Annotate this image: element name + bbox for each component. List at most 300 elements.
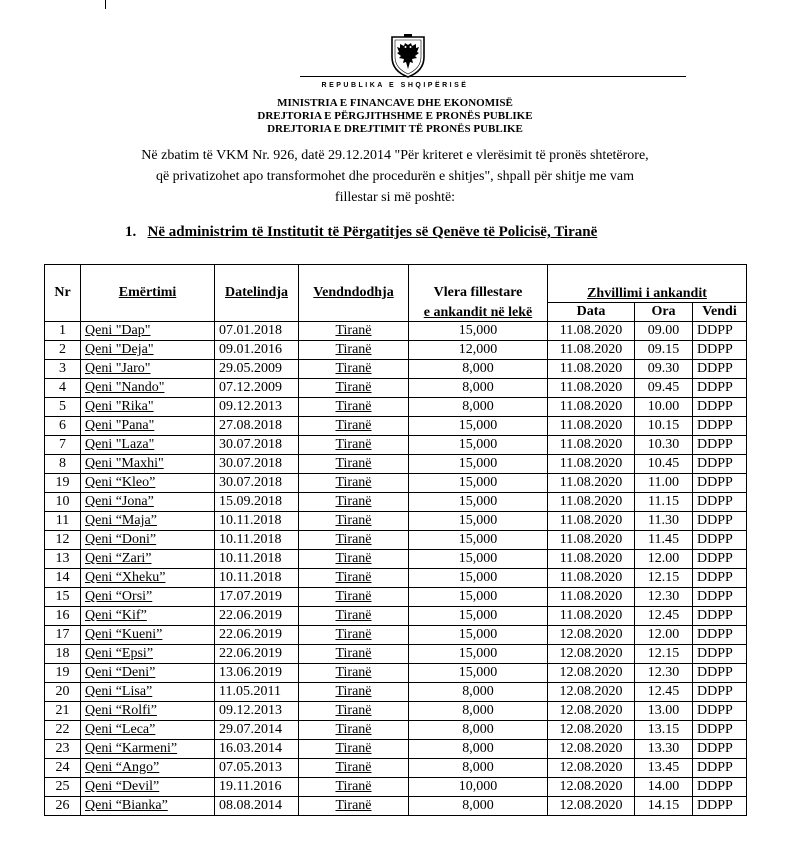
row-value: [409, 360, 548, 379]
table-row: [45, 702, 747, 721]
row-birthdate-text: 09.12.2013: [219, 399, 282, 414]
row-nr: [45, 417, 81, 436]
row-birthdate: [215, 512, 299, 531]
row-time: [635, 759, 693, 778]
row-venue: [693, 531, 747, 550]
row-time: [635, 493, 693, 512]
row-name: [81, 417, 215, 436]
row-name: [81, 512, 215, 531]
row-name-text: Qeni “Devil”: [85, 779, 160, 794]
row-location: [299, 645, 409, 664]
row-time: [635, 721, 693, 740]
row-value-text: 15,000: [458, 551, 498, 566]
row-time: [635, 531, 693, 550]
row-birthdate-text: 10.11.2018: [219, 551, 282, 566]
row-birthdate: [215, 645, 299, 664]
row-location: [299, 626, 409, 645]
row-birthdate-text: 10.11.2018: [219, 513, 282, 528]
row-date: [548, 379, 635, 398]
row-date: [548, 797, 635, 816]
row-venue: [693, 645, 747, 664]
row-location: [299, 341, 409, 360]
row-venue: [693, 455, 747, 474]
row-name-text: Qeni "Nando": [85, 380, 165, 395]
row-birthdate-text: 27.08.2018: [219, 418, 282, 433]
row-birthdate: [215, 721, 299, 740]
row-date: [548, 626, 635, 645]
row-date-text: 11.08.2020: [559, 399, 623, 414]
row-birthdate: [215, 702, 299, 721]
row-birthdate-text: 16.03.2014: [219, 741, 282, 756]
row-birthdate-text: 22.06.2019: [219, 627, 282, 642]
row-value: [409, 702, 548, 721]
row-venue: [693, 797, 747, 816]
row-time-text: 12.30: [647, 589, 680, 604]
row-birthdate-text: 29.07.2014: [219, 722, 282, 737]
row-nr-text: 6: [59, 418, 66, 433]
row-birthdate-text: 30.07.2018: [219, 456, 282, 471]
table-row: [45, 683, 747, 702]
table-row: [45, 759, 747, 778]
row-location: [299, 550, 409, 569]
row-name-text: Qeni "Dap": [85, 323, 151, 338]
table-row: [45, 531, 747, 550]
row-nr-text: 2: [59, 342, 66, 357]
row-value-text: 8,000: [462, 741, 494, 756]
row-birthdate-text: 19.11.2016: [219, 779, 282, 794]
row-venue: [693, 683, 747, 702]
row-nr: [45, 360, 81, 379]
row-date-text: 11.08.2020: [559, 418, 623, 433]
row-value: [409, 759, 548, 778]
row-birthdate-text: 11.05.2011: [219, 684, 281, 699]
auction-table: [44, 264, 747, 816]
row-venue-text: DDPP: [697, 361, 733, 376]
header-date: Data: [548, 303, 635, 322]
table-row: [45, 493, 747, 512]
row-time: [635, 455, 693, 474]
row-value-text: 8,000: [462, 361, 494, 376]
row-venue-text: DDPP: [697, 646, 733, 661]
row-name: [81, 626, 215, 645]
row-location-text: Tiranë: [335, 475, 372, 490]
row-date: [548, 759, 635, 778]
row-name: [81, 493, 215, 512]
row-name-text: Qeni “Bianka”: [85, 798, 168, 813]
row-location: [299, 683, 409, 702]
row-nr: [45, 379, 81, 398]
row-location: [299, 531, 409, 550]
row-birthdate: [215, 474, 299, 493]
row-nr-text: 1: [59, 323, 66, 338]
row-name: [81, 398, 215, 417]
row-venue-text: DDPP: [697, 323, 733, 338]
row-name: [81, 569, 215, 588]
row-value-text: 15,000: [458, 494, 498, 509]
row-location-text: Tiranë: [335, 608, 372, 623]
header-auction: Zhvillimi i ankandit: [548, 265, 747, 303]
row-value-text: 15,000: [458, 513, 498, 528]
row-name: [81, 797, 215, 816]
row-time-text: 09.45: [647, 380, 680, 395]
row-value: [409, 474, 548, 493]
row-location: [299, 797, 409, 816]
row-venue-text: DDPP: [697, 779, 733, 794]
row-nr-text: 5: [59, 399, 66, 414]
row-value-text: 15,000: [458, 532, 498, 547]
row-time-text: 12.00: [647, 627, 680, 642]
header-nr: Nr: [45, 265, 81, 322]
row-value-text: 8,000: [462, 722, 494, 737]
row-birthdate: [215, 341, 299, 360]
row-nr: [45, 569, 81, 588]
row-name: [81, 607, 215, 626]
header-location: Vendndodhja: [299, 265, 409, 322]
row-name-text: Qeni "Maxhi": [85, 456, 164, 471]
albania-emblem-icon: [389, 33, 427, 79]
row-nr: [45, 588, 81, 607]
row-venue: [693, 740, 747, 759]
section-heading: [125, 224, 597, 241]
row-venue-text: DDPP: [697, 589, 733, 604]
row-name-text: Qeni “Deni”: [85, 665, 156, 680]
row-name-text: Qeni “Xheku”: [85, 570, 166, 585]
row-date-text: 12.08.2020: [559, 646, 623, 661]
row-venue: [693, 379, 747, 398]
row-date: [548, 683, 635, 702]
row-date: [548, 322, 635, 341]
row-name-text: Qeni “Leca”: [85, 722, 156, 737]
row-time: [635, 398, 693, 417]
row-name-text: Qeni "Laza": [85, 437, 155, 452]
row-date: [548, 550, 635, 569]
row-name: [81, 588, 215, 607]
row-date: [548, 740, 635, 759]
row-location: [299, 512, 409, 531]
row-location-text: Tiranë: [335, 418, 372, 433]
row-value-text: 8,000: [462, 684, 494, 699]
row-location: [299, 360, 409, 379]
row-time: [635, 778, 693, 797]
table-row: [45, 626, 747, 645]
row-time: [635, 512, 693, 531]
row-date-text: 12.08.2020: [559, 627, 623, 642]
row-location-text: Tiranë: [335, 399, 372, 414]
row-nr: [45, 474, 81, 493]
row-venue-text: DDPP: [697, 494, 733, 509]
table-row: [45, 512, 747, 531]
republic-title: REPUBLIKA E SHQIPËRISË: [321, 82, 469, 89]
header-value-line-1: Vlera fillestare: [433, 285, 523, 300]
row-date-text: 11.08.2020: [559, 323, 623, 338]
row-value: [409, 531, 548, 550]
row-nr-text: 17: [55, 627, 70, 642]
row-value-text: 8,000: [462, 798, 494, 813]
header-value: [409, 265, 548, 322]
row-location: [299, 759, 409, 778]
row-nr-text: 3: [59, 361, 66, 376]
row-date: [548, 588, 635, 607]
row-nr-text: 4: [59, 380, 66, 395]
row-date-text: 11.08.2020: [559, 342, 623, 357]
header-time: Ora: [635, 303, 693, 322]
row-date: [548, 493, 635, 512]
row-value-text: 15,000: [458, 418, 498, 433]
section-title: Në administrim të Institutit të Përgatitjes së Qenëve të Policisë, Tiranë: [147, 224, 598, 240]
row-birthdate-text: 09.12.2013: [219, 703, 282, 718]
row-birthdate: [215, 778, 299, 797]
row-name: [81, 702, 215, 721]
row-time-text: 10.45: [647, 456, 680, 471]
row-name-text: Qeni “Epsi”: [85, 646, 154, 661]
row-birthdate: [215, 797, 299, 816]
row-birthdate-text: 22.06.2019: [219, 608, 282, 623]
row-location-text: Tiranë: [335, 779, 372, 794]
row-location-text: Tiranë: [335, 760, 372, 775]
row-venue-text: DDPP: [697, 741, 733, 756]
row-location: [299, 455, 409, 474]
row-value: [409, 626, 548, 645]
row-birthdate-text: 10.11.2018: [219, 570, 282, 585]
row-name-text: Qeni “Rolfi”: [85, 703, 157, 718]
text-cursor: [105, 0, 106, 9]
row-birthdate-text: 17.07.2019: [219, 589, 282, 604]
row-value-text: 15,000: [458, 570, 498, 585]
table-row: [45, 550, 747, 569]
row-name-text: Qeni “Kleo”: [85, 475, 156, 490]
row-date: [548, 721, 635, 740]
row-name: [81, 664, 215, 683]
directorate-name: DREJTORIA E DREJTIMIT TË PRONËS PUBLIKE: [267, 123, 523, 135]
row-value-text: 10,000: [458, 779, 498, 794]
row-name-text: Qeni “Karmeni”: [85, 741, 178, 756]
row-birthdate: [215, 626, 299, 645]
row-time: [635, 683, 693, 702]
row-nr-text: 19: [55, 475, 70, 490]
row-value: [409, 607, 548, 626]
table-row: [45, 436, 747, 455]
row-venue-text: DDPP: [697, 532, 733, 547]
row-nr-text: 26: [55, 798, 70, 813]
row-nr: [45, 455, 81, 474]
row-value: [409, 379, 548, 398]
row-time: [635, 436, 693, 455]
header-name: Emërtimi: [81, 265, 215, 322]
row-time-text: 10.00: [647, 399, 680, 414]
row-value-text: 15,000: [458, 437, 498, 452]
row-birthdate: [215, 550, 299, 569]
row-venue-text: DDPP: [697, 627, 733, 642]
row-location: [299, 436, 409, 455]
row-date: [548, 341, 635, 360]
table-row: [45, 797, 747, 816]
row-value: [409, 417, 548, 436]
row-venue: [693, 512, 747, 531]
row-time: [635, 550, 693, 569]
row-time-text: 09.00: [647, 323, 680, 338]
row-date-text: 11.08.2020: [559, 361, 623, 376]
row-date-text: 12.08.2020: [559, 798, 623, 813]
row-name: [81, 550, 215, 569]
row-birthdate-text: 08.08.2014: [219, 798, 282, 813]
row-nr: [45, 398, 81, 417]
row-location: [299, 474, 409, 493]
row-location-text: Tiranë: [335, 570, 372, 585]
row-nr: [45, 607, 81, 626]
row-location: [299, 569, 409, 588]
row-time: [635, 607, 693, 626]
row-birthdate: [215, 683, 299, 702]
row-venue: [693, 417, 747, 436]
row-name-text: Qeni “Jona”: [85, 494, 154, 509]
row-name: [81, 531, 215, 550]
intro-paragraph: [60, 145, 730, 208]
row-date-text: 12.08.2020: [559, 684, 623, 699]
row-venue-text: DDPP: [697, 722, 733, 737]
row-location-text: Tiranë: [335, 342, 372, 357]
row-time-text: 10.30: [647, 437, 680, 452]
row-birthdate: [215, 398, 299, 417]
row-time-text: 12.15: [647, 570, 680, 585]
row-location: [299, 398, 409, 417]
row-venue-text: DDPP: [697, 456, 733, 471]
row-name: [81, 455, 215, 474]
table-body: [45, 322, 747, 816]
row-nr-text: 7: [59, 437, 66, 452]
row-location: [299, 588, 409, 607]
row-name-text: Qeni “Zari”: [85, 551, 152, 566]
row-time-text: 11.15: [648, 494, 679, 509]
row-birthdate: [215, 759, 299, 778]
row-date-text: 11.08.2020: [559, 475, 623, 490]
row-nr-text: 19: [55, 665, 70, 680]
row-nr: [45, 531, 81, 550]
row-value: [409, 664, 548, 683]
row-date-text: 11.08.2020: [559, 551, 623, 566]
row-name: [81, 740, 215, 759]
row-time: [635, 474, 693, 493]
row-location-text: Tiranë: [335, 361, 372, 376]
row-location: [299, 721, 409, 740]
row-value-text: 15,000: [458, 589, 498, 604]
row-value: [409, 778, 548, 797]
table-row: [45, 664, 747, 683]
row-name-text: Qeni “Orsi”: [85, 589, 153, 604]
row-birthdate: [215, 455, 299, 474]
row-time-text: 09.15: [647, 342, 680, 357]
row-location-text: Tiranë: [335, 494, 372, 509]
row-location-text: Tiranë: [335, 380, 372, 395]
table-row: [45, 645, 747, 664]
row-location-text: Tiranë: [335, 722, 372, 737]
row-value-text: 15,000: [458, 608, 498, 623]
row-nr-text: 11: [55, 513, 70, 528]
row-nr: [45, 683, 81, 702]
row-date: [548, 531, 635, 550]
table-row: [45, 607, 747, 626]
row-nr-text: 24: [55, 760, 70, 775]
row-nr-text: 20: [55, 684, 70, 699]
row-name: [81, 759, 215, 778]
row-birthdate: [215, 417, 299, 436]
row-time: [635, 360, 693, 379]
row-birthdate-text: 07.12.2009: [219, 380, 282, 395]
table-row: [45, 322, 747, 341]
row-venue: [693, 322, 747, 341]
row-value: [409, 398, 548, 417]
row-time: [635, 740, 693, 759]
row-value-text: 15,000: [458, 646, 498, 661]
table-row: [45, 740, 747, 759]
row-date: [548, 778, 635, 797]
row-nr: [45, 645, 81, 664]
row-date-text: 11.08.2020: [559, 456, 623, 471]
row-time: [635, 417, 693, 436]
row-birthdate: [215, 379, 299, 398]
row-nr: [45, 702, 81, 721]
row-venue-text: DDPP: [697, 475, 733, 490]
row-name-text: Qeni “Maja”: [85, 513, 157, 528]
section-number: 1.: [125, 224, 137, 240]
row-value-text: 8,000: [462, 703, 494, 718]
table-row: [45, 360, 747, 379]
row-name: [81, 379, 215, 398]
row-date-text: 12.08.2020: [559, 665, 623, 680]
row-time: [635, 797, 693, 816]
directorate-general: DREJTORIA E PËRGJITHSHME E PRONËS PUBLIKE: [257, 110, 533, 122]
row-birthdate-text: 15.09.2018: [219, 494, 282, 509]
row-venue-text: DDPP: [697, 760, 733, 775]
row-venue: [693, 588, 747, 607]
row-birthdate-text: 13.06.2019: [219, 665, 282, 680]
row-birthdate-text: 22.06.2019: [219, 646, 282, 661]
table-row: [45, 778, 747, 797]
intro-line-3: fillestar si më poshtë:: [334, 190, 456, 205]
row-venue: [693, 436, 747, 455]
row-value-text: 15,000: [458, 323, 498, 338]
row-venue-text: DDPP: [697, 665, 733, 680]
row-value: [409, 740, 548, 759]
row-venue-text: DDPP: [697, 703, 733, 718]
row-date: [548, 512, 635, 531]
row-name: [81, 645, 215, 664]
row-nr: [45, 759, 81, 778]
row-nr: [45, 512, 81, 531]
row-venue: [693, 778, 747, 797]
row-nr-text: 13: [55, 551, 70, 566]
row-birthdate: [215, 607, 299, 626]
row-name-text: Qeni “Lisa”: [85, 684, 153, 699]
row-venue-text: DDPP: [697, 380, 733, 395]
row-time: [635, 569, 693, 588]
row-time-text: 12.15: [647, 646, 680, 661]
row-location: [299, 702, 409, 721]
row-name-text: Qeni "Pana": [85, 418, 155, 433]
row-time-text: 11.00: [648, 475, 679, 490]
row-time-text: 10.15: [647, 418, 680, 433]
row-location: [299, 379, 409, 398]
row-venue: [693, 360, 747, 379]
row-time-text: 12.45: [647, 684, 680, 699]
row-location-text: Tiranë: [335, 456, 372, 471]
row-nr: [45, 341, 81, 360]
row-location-text: Tiranë: [335, 513, 372, 528]
row-value: [409, 550, 548, 569]
row-name-text: Qeni “Ango”: [85, 760, 160, 775]
row-nr: [45, 664, 81, 683]
row-time-text: 13.00: [647, 703, 680, 718]
row-date-text: 12.08.2020: [559, 760, 623, 775]
